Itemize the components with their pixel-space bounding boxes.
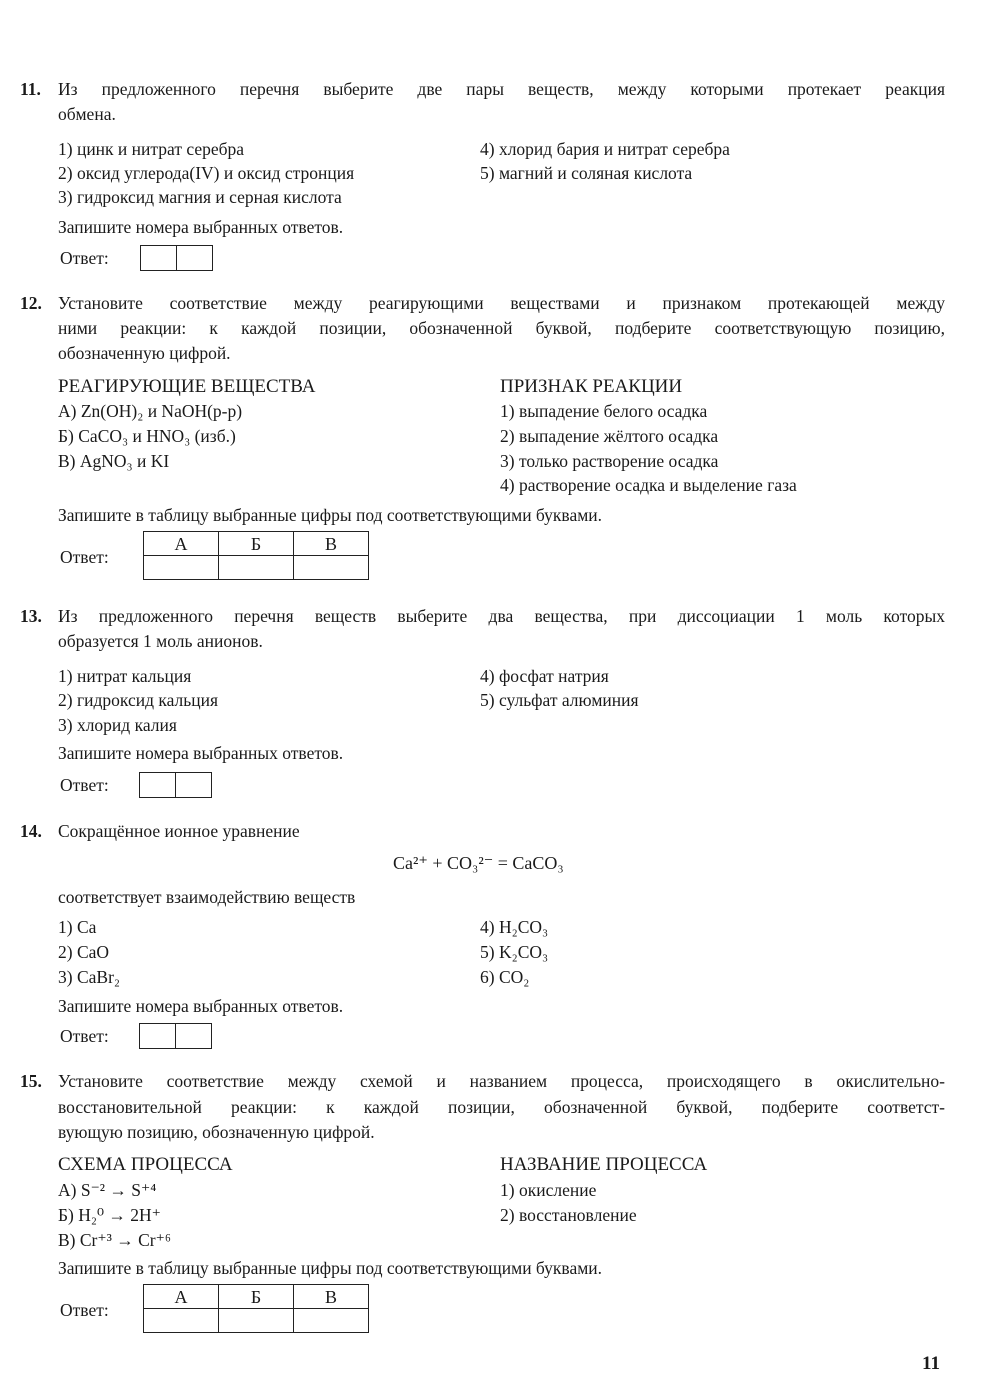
option: 1) окисление: [500, 1180, 597, 1200]
table-header: А: [144, 1285, 219, 1309]
question-text: обозначенную цифрой.: [58, 343, 231, 363]
column-header: НАЗВАНИЕ ПРОЦЕССА: [500, 1154, 708, 1175]
answer-cell[interactable]: [294, 1309, 369, 1333]
option: Б) H₂⁰ → 2H⁺: [58, 1205, 161, 1225]
table-header: В: [294, 532, 369, 556]
answer-label: Ответ:: [60, 1026, 109, 1046]
option: 4) фосфат натрия: [480, 666, 609, 686]
question-text: Из предложенного перечня выберите две пары веществ, между которыми протекает реакция: [58, 79, 945, 99]
answer-box[interactable]: [140, 245, 213, 271]
answer-cell[interactable]: [219, 1309, 294, 1333]
option: 5) K₂CO₃: [480, 942, 549, 962]
question-text: восстановительной реакции: к каждой позиции, обозначенной буквой, подберите соответст-: [58, 1097, 945, 1117]
question-text: соответствует взаимодействию веществ: [58, 887, 356, 907]
answer-table: [143, 1284, 369, 1333]
option: 2) оксид углерода(IV) и оксид стронция: [58, 163, 355, 183]
column-header: СХЕМА ПРОЦЕССА: [58, 1154, 233, 1175]
option: 1) выпадение белого осадка: [500, 401, 708, 421]
option: 3) хлорид калия: [58, 715, 177, 735]
instruction: Запишите в таблицу выбранные цифры под соответствующими буквами.: [58, 505, 603, 525]
answer-cell[interactable]: [144, 1309, 219, 1333]
column-header: ПРИЗНАК РЕАКЦИИ: [500, 376, 683, 397]
answer-box[interactable]: [139, 1023, 212, 1049]
option: 1) нитрат кальция: [58, 666, 192, 686]
option: В) AgNO₃ и KI: [58, 451, 170, 471]
table-header: В: [294, 1285, 369, 1309]
instruction: Запишите номера выбранных ответов.: [58, 996, 344, 1016]
instruction: Запишите номера выбранных ответов.: [58, 743, 344, 763]
answer-label: Ответ:: [60, 775, 109, 795]
table-header: А: [144, 532, 219, 556]
question-text: вующую позицию, обозначенную цифрой.: [58, 1122, 375, 1142]
option: 2) выпадение жёлтого осадка: [500, 426, 719, 446]
option: 4) H₂CO₃: [480, 917, 549, 937]
table-header: Б: [219, 1285, 294, 1309]
option: В) Cr⁺³ → Cr⁺⁶: [58, 1230, 171, 1250]
option: 4) хлорид бария и нитрат серебра: [480, 139, 730, 159]
answer-table: [143, 531, 369, 580]
question-text: Установите соответствие между реагирующими веществами и признаком протекающей между: [58, 293, 945, 313]
option: А) Zn(OH)₂ и NaOH(р-р): [58, 401, 243, 421]
page-number: 11: [922, 1353, 940, 1374]
instruction: Запишите в таблицу выбранные цифры под соответствующими буквами.: [58, 1258, 603, 1278]
question-number: 11.: [20, 79, 41, 99]
option: 4) растворение осадка и выделение газа: [500, 475, 797, 495]
question-number: 13.: [20, 606, 42, 626]
question-text: Сокращённое ионное уравнение: [58, 821, 300, 841]
question-text: ними реакции: к каждой позиции, обозначенной буквой, подберите соответствующую позицию,: [58, 318, 945, 338]
question-text: образуется 1 моль анионов.: [58, 631, 263, 651]
question-number: 12.: [20, 293, 42, 313]
option: 2) восстановление: [500, 1205, 637, 1225]
question-text: Установите соответствие между схемой и названием процесса, происходящего в окислительно-: [58, 1071, 945, 1091]
ionic-equation: Ca²⁺ + CO₃²⁻ = CaCO₃: [393, 853, 564, 873]
option: 2) гидроксид кальция: [58, 690, 219, 710]
option: А) S⁻² → S⁺⁴: [58, 1180, 157, 1200]
answer-cell[interactable]: [219, 556, 294, 580]
column-header: РЕАГИРУЮЩИЕ ВЕЩЕСТВА: [58, 376, 316, 397]
option: 3) CaBr₂: [58, 967, 120, 987]
question-number: 14.: [20, 821, 42, 841]
option: 3) гидроксид магния и серная кислота: [58, 187, 342, 207]
option: 2) CaO: [58, 942, 110, 962]
option: 5) магний и соляная кислота: [480, 163, 693, 183]
question-text: Из предложенного перечня веществ выберите два вещества, при диссоциации 1 моль которых: [58, 606, 945, 626]
option: 5) сульфат алюминия: [480, 690, 639, 710]
answer-label: Ответ:: [60, 248, 109, 268]
option: 1) цинк и нитрат серебра: [58, 139, 245, 159]
instruction: Запишите номера выбранных ответов.: [58, 217, 344, 237]
table-header: Б: [219, 532, 294, 556]
answer-cell[interactable]: [144, 556, 219, 580]
question-text: обмена.: [58, 104, 116, 124]
option: 6) CO₂: [480, 967, 530, 987]
option: Б) CaCO₃ и HNO₃ (изб.): [58, 426, 236, 446]
answer-label: Ответ:: [60, 1300, 109, 1320]
answer-label: Ответ:: [60, 547, 109, 567]
option: 1) Ca: [58, 917, 97, 937]
option: 3) только растворение осадка: [500, 451, 719, 471]
answer-cell[interactable]: [294, 556, 369, 580]
answer-box[interactable]: [139, 772, 212, 798]
question-number: 15.: [20, 1071, 42, 1091]
